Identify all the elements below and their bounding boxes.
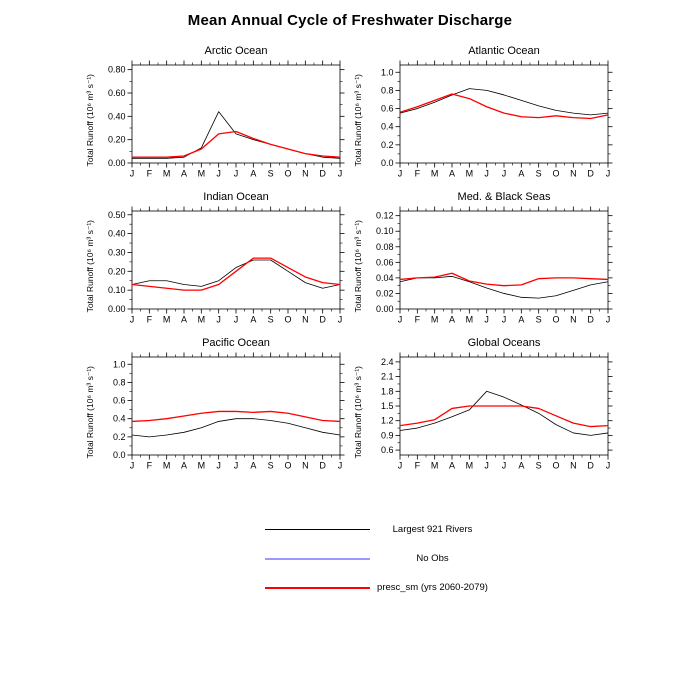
svg-text:M: M bbox=[430, 168, 439, 179]
svg-text:A: A bbox=[180, 460, 188, 471]
svg-text:A: A bbox=[250, 168, 257, 179]
svg-text:0.4: 0.4 bbox=[112, 413, 126, 424]
svg-text:0.12: 0.12 bbox=[375, 210, 394, 221]
svg-text:0.4: 0.4 bbox=[380, 121, 394, 132]
svg-text:S: S bbox=[535, 460, 542, 471]
chart-title: Indian Ocean bbox=[203, 191, 269, 203]
svg-text:0.80: 0.80 bbox=[107, 64, 126, 75]
svg-text:J: J bbox=[337, 314, 343, 325]
legend-item bbox=[265, 573, 495, 602]
svg-text:J: J bbox=[484, 168, 489, 179]
svg-text:J: J bbox=[216, 460, 221, 471]
svg-text:0.20: 0.20 bbox=[107, 134, 126, 145]
svg-text:D: D bbox=[587, 460, 594, 471]
y-axis-label: Total Runoff (10⁶ m³ s⁻¹) bbox=[353, 73, 363, 167]
svg-text:F: F bbox=[146, 460, 153, 471]
legend-item bbox=[265, 515, 495, 544]
svg-text:0.04: 0.04 bbox=[375, 272, 394, 283]
svg-text:J: J bbox=[233, 168, 239, 179]
svg-text:0.06: 0.06 bbox=[375, 257, 394, 268]
svg-text:0.10: 0.10 bbox=[375, 226, 394, 237]
svg-text:0.0: 0.0 bbox=[112, 450, 126, 460]
svg-text:0.2: 0.2 bbox=[112, 431, 126, 442]
svg-text:M: M bbox=[465, 314, 474, 325]
chart-panel-pacific-ocean bbox=[85, 335, 347, 473]
svg-text:J: J bbox=[216, 314, 221, 325]
y-axis-label: Total Runoff (10⁶ m³ s⁻¹) bbox=[85, 219, 95, 313]
svg-text:A: A bbox=[518, 168, 525, 179]
svg-text:A: A bbox=[180, 168, 188, 179]
svg-text:A: A bbox=[518, 314, 525, 325]
svg-text:0.20: 0.20 bbox=[107, 266, 126, 277]
svg-text:0.9: 0.9 bbox=[380, 430, 394, 441]
svg-text:A: A bbox=[250, 314, 257, 325]
chart-title: Pacific Ocean bbox=[202, 337, 270, 349]
svg-text:A: A bbox=[448, 314, 456, 325]
svg-text:0.02: 0.02 bbox=[375, 288, 394, 299]
chart-body bbox=[85, 205, 347, 327]
svg-text:0.0: 0.0 bbox=[380, 158, 394, 168]
svg-text:J: J bbox=[129, 460, 135, 471]
svg-text:0.30: 0.30 bbox=[107, 247, 126, 258]
chart-body bbox=[353, 205, 615, 327]
svg-text:N: N bbox=[302, 314, 309, 325]
svg-text:J: J bbox=[129, 314, 135, 325]
chart-panel-atlantic-ocean bbox=[353, 43, 615, 181]
svg-text:J: J bbox=[397, 460, 403, 471]
svg-text:1.5: 1.5 bbox=[380, 401, 394, 411]
y-axis-label: Total Runoff (10⁶ m³ s⁻¹) bbox=[85, 73, 95, 167]
svg-text:M: M bbox=[430, 314, 439, 325]
svg-text:J: J bbox=[501, 460, 507, 471]
svg-text:O: O bbox=[552, 168, 560, 179]
svg-text:S: S bbox=[535, 314, 542, 325]
chart-body bbox=[85, 59, 347, 181]
svg-text:2.4: 2.4 bbox=[380, 356, 394, 367]
svg-text:J: J bbox=[233, 314, 239, 325]
legend-line-no-obs bbox=[265, 558, 370, 560]
svg-text:J: J bbox=[484, 460, 489, 471]
svg-text:1.0: 1.0 bbox=[380, 67, 394, 78]
svg-text:J: J bbox=[605, 460, 611, 471]
y-axis-label: Total Runoff (10⁶ m³ s⁻¹) bbox=[353, 365, 363, 459]
svg-text:M: M bbox=[465, 168, 474, 179]
chart-body bbox=[353, 351, 615, 473]
svg-text:1.8: 1.8 bbox=[380, 386, 394, 397]
svg-text:O: O bbox=[284, 460, 292, 471]
svg-text:F: F bbox=[414, 168, 421, 179]
svg-text:0.8: 0.8 bbox=[380, 85, 394, 96]
svg-text:A: A bbox=[180, 314, 188, 325]
svg-text:S: S bbox=[535, 168, 542, 179]
svg-text:M: M bbox=[162, 168, 171, 179]
svg-text:J: J bbox=[605, 168, 611, 179]
chart-body bbox=[85, 351, 347, 473]
y-axis-label: Total Runoff (10⁶ m³ s⁻¹) bbox=[85, 365, 95, 459]
chart-panel-global-oceans bbox=[353, 335, 615, 473]
svg-text:J: J bbox=[216, 168, 221, 179]
svg-text:0.40: 0.40 bbox=[107, 228, 126, 239]
chart-title: Med. & Black Seas bbox=[457, 191, 551, 203]
atlantic-ocean-chart bbox=[365, 59, 615, 181]
chart-title: Global Oceans bbox=[467, 337, 541, 349]
svg-text:O: O bbox=[552, 460, 560, 471]
svg-text:O: O bbox=[284, 314, 292, 325]
svg-text:0.6: 0.6 bbox=[112, 395, 126, 406]
svg-text:O: O bbox=[284, 168, 292, 179]
svg-text:J: J bbox=[501, 314, 507, 325]
svg-text:F: F bbox=[414, 314, 421, 325]
y-axis-label: Total Runoff (10⁶ m³ s⁻¹) bbox=[353, 219, 363, 313]
figure-title: Mean Annual Cycle of Freshwater Discharge bbox=[187, 12, 513, 29]
svg-text:S: S bbox=[267, 460, 274, 471]
svg-text:0.2: 0.2 bbox=[380, 139, 394, 150]
svg-text:1.2: 1.2 bbox=[380, 415, 394, 426]
chart-title: Arctic Ocean bbox=[204, 45, 268, 57]
legend-label: Largest 921 Rivers bbox=[392, 524, 473, 535]
svg-text:A: A bbox=[448, 168, 456, 179]
svg-text:D: D bbox=[587, 314, 594, 325]
chart-panel-arctic-ocean bbox=[85, 43, 347, 181]
svg-text:2.1: 2.1 bbox=[380, 371, 394, 382]
svg-text:J: J bbox=[397, 314, 403, 325]
svg-text:N: N bbox=[302, 460, 309, 471]
svg-text:J: J bbox=[233, 460, 239, 471]
svg-text:F: F bbox=[414, 460, 421, 471]
svg-text:M: M bbox=[162, 460, 171, 471]
svg-text:J: J bbox=[337, 168, 343, 179]
svg-text:A: A bbox=[448, 460, 456, 471]
global-oceans-chart bbox=[365, 351, 615, 473]
med-black-seas-chart bbox=[365, 205, 615, 327]
svg-text:N: N bbox=[302, 168, 309, 179]
legend-line-largest-rivers bbox=[265, 529, 370, 530]
svg-text:0.40: 0.40 bbox=[107, 111, 126, 122]
svg-text:0.50: 0.50 bbox=[107, 209, 126, 220]
svg-text:M: M bbox=[197, 460, 206, 471]
svg-text:D: D bbox=[587, 168, 594, 179]
svg-text:M: M bbox=[197, 314, 206, 325]
svg-text:S: S bbox=[267, 314, 274, 325]
svg-text:J: J bbox=[484, 314, 489, 325]
svg-text:M: M bbox=[430, 460, 439, 471]
chart-grid bbox=[0, 43, 700, 473]
chart-title: Atlantic Ocean bbox=[468, 45, 540, 57]
svg-text:0.6: 0.6 bbox=[380, 445, 394, 456]
indian-ocean-chart bbox=[97, 205, 347, 327]
svg-text:A: A bbox=[250, 460, 257, 471]
legend-item bbox=[265, 544, 495, 573]
svg-text:J: J bbox=[501, 168, 507, 179]
svg-text:0.6: 0.6 bbox=[380, 103, 394, 114]
svg-text:F: F bbox=[146, 168, 153, 179]
svg-text:M: M bbox=[197, 168, 206, 179]
svg-text:0.00: 0.00 bbox=[107, 158, 126, 168]
svg-text:N: N bbox=[570, 314, 577, 325]
svg-text:0.08: 0.08 bbox=[375, 241, 394, 252]
legend-label: presc_sm (yrs 2060-2079) bbox=[377, 582, 488, 593]
svg-text:0.00: 0.00 bbox=[375, 304, 394, 314]
svg-text:M: M bbox=[465, 460, 474, 471]
svg-text:0.00: 0.00 bbox=[107, 304, 126, 314]
chart-body bbox=[353, 59, 615, 181]
svg-text:D: D bbox=[319, 314, 326, 325]
svg-text:D: D bbox=[319, 460, 326, 471]
svg-text:J: J bbox=[129, 168, 135, 179]
chart-panel-indian-ocean bbox=[85, 189, 347, 327]
svg-text:1.0: 1.0 bbox=[112, 359, 126, 370]
chart-panel-med-black-seas bbox=[353, 189, 615, 327]
svg-text:O: O bbox=[552, 314, 560, 325]
legend-label: No Obs bbox=[416, 553, 449, 564]
svg-text:J: J bbox=[605, 314, 611, 325]
svg-text:J: J bbox=[397, 168, 403, 179]
svg-text:S: S bbox=[267, 168, 274, 179]
svg-text:0.10: 0.10 bbox=[107, 285, 126, 296]
legend bbox=[265, 515, 495, 602]
svg-text:N: N bbox=[570, 460, 577, 471]
legend-line-presc-sm bbox=[265, 587, 370, 589]
svg-text:N: N bbox=[570, 168, 577, 179]
pacific-ocean-chart bbox=[97, 351, 347, 473]
svg-text:0.60: 0.60 bbox=[107, 88, 126, 98]
svg-text:J: J bbox=[337, 460, 343, 471]
svg-text:F: F bbox=[146, 314, 153, 325]
svg-text:D: D bbox=[319, 168, 326, 179]
svg-text:0.8: 0.8 bbox=[112, 377, 126, 388]
svg-text:A: A bbox=[518, 460, 525, 471]
arctic-ocean-chart bbox=[97, 59, 347, 181]
svg-text:M: M bbox=[162, 314, 171, 325]
